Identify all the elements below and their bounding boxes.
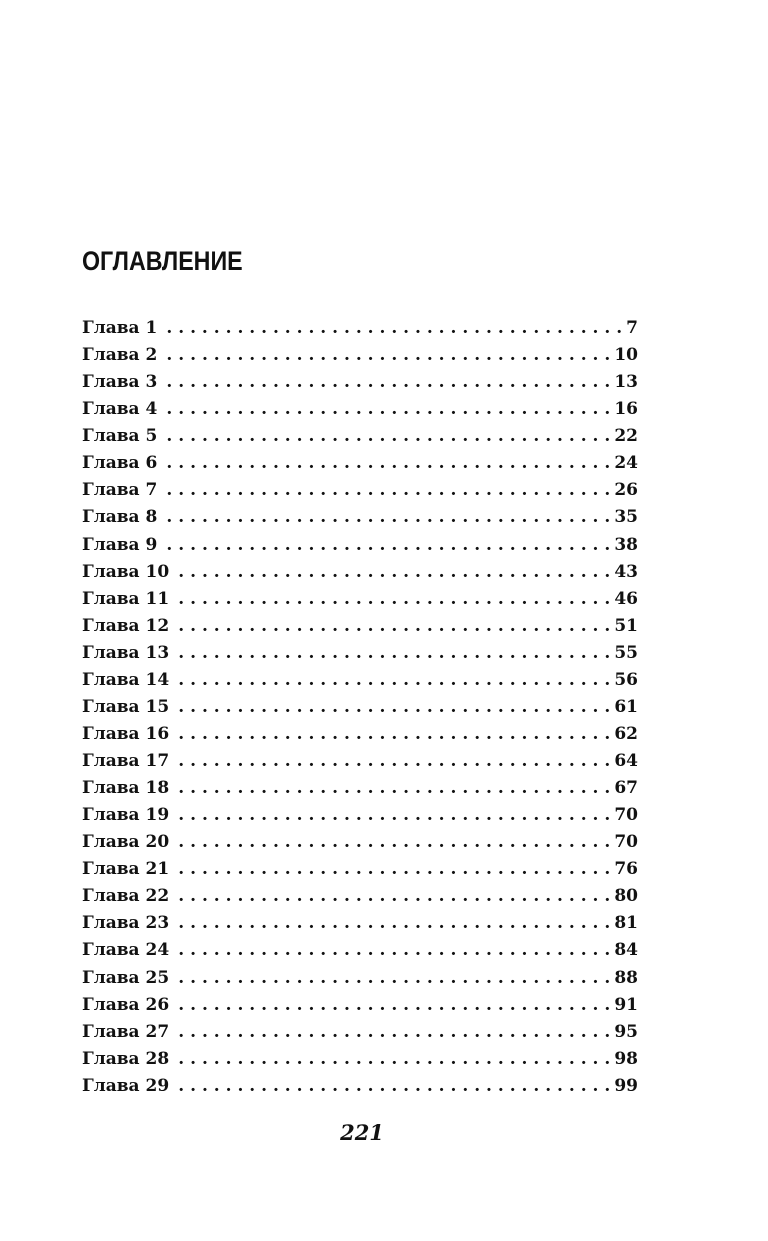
toc-entry[interactable] [82,883,638,910]
toc-entry-page: 38 [614,534,638,555]
toc-entry-page: 13 [614,372,638,393]
toc-entry-page: 81 [614,913,638,934]
dot-leader [175,694,610,721]
toc-entry[interactable] [82,450,638,477]
dot-leader [163,315,622,342]
toc-entry-page: 16 [614,399,638,420]
dot-leader [175,965,610,992]
toc-entry[interactable] [82,1046,638,1073]
toc-entry-page: 56 [614,669,638,690]
toc-entry[interactable] [82,965,638,992]
toc-entry-label: Глава 9 [82,534,158,555]
toc-entry-page: 84 [614,940,638,961]
toc-entry-page: 22 [614,426,638,447]
toc-entry[interactable] [82,992,638,1019]
toc-entry[interactable] [82,1019,638,1046]
toc-entry[interactable] [82,315,638,342]
dot-leader [175,937,610,964]
toc-entry-label: Глава 25 [82,967,170,988]
dot-leader [175,775,610,802]
toc-entry-page: 26 [614,480,638,501]
toc-entry-page: 67 [614,778,638,799]
toc-entry[interactable] [82,802,638,829]
toc-entry[interactable] [82,856,638,883]
toc-entry-label: Глава 10 [82,561,170,582]
dot-leader [175,667,610,694]
dot-leader [163,450,610,477]
toc-entry-page: 64 [614,751,638,771]
toc-entry-page: 46 [614,588,638,609]
dot-leader [175,992,610,1019]
toc-entry-page: 10 [614,345,638,366]
dot-leader [175,1046,610,1073]
table-of-contents [82,315,638,1100]
toc-entry-label: Глава 13 [82,642,170,663]
toc-entry[interactable] [82,910,638,937]
dot-leader [175,640,610,667]
dot-leader [175,613,610,640]
toc-entry-label: Глава 7 [82,480,158,501]
toc-entry-label: Глава 4 [82,399,158,420]
toc-entry[interactable] [82,721,638,748]
toc-entry-label: Глава 5 [82,426,158,447]
toc-entry-label: Глава 22 [82,886,170,907]
toc-entry-label: Глава 23 [82,913,170,934]
toc-heading: ОГЛАВЛЕНИЕ [82,246,243,276]
toc-entry-page: 35 [614,507,638,528]
toc-entry-page: 95 [614,1021,638,1042]
toc-entry[interactable] [82,829,638,856]
toc-entry[interactable] [82,640,638,667]
dot-leader [163,477,610,504]
toc-entry-label: Глава 14 [82,669,170,690]
dot-leader [163,342,610,369]
toc-entry-label: Глава 21 [82,859,170,880]
toc-entry[interactable] [82,937,638,964]
toc-entry-label: Глава 29 [82,1075,170,1096]
toc-entry-label: Глава 24 [82,940,170,961]
toc-entry-label: Глава 2 [82,345,158,366]
toc-entry-label: Глава 20 [82,832,170,853]
toc-entry-label: Глава 28 [82,1048,170,1069]
toc-entry-page: 43 [614,561,638,582]
page-number: 221 [340,1120,384,1145]
toc-entry-page: 61 [614,696,638,717]
dot-leader [175,748,610,775]
dot-leader [163,504,610,531]
dot-leader [175,559,610,586]
dot-leader [175,1073,610,1100]
toc-entry-page: 70 [614,832,638,853]
toc-entry-page: 7 [626,318,638,338]
toc-entry[interactable] [82,369,638,396]
toc-entry[interactable] [82,1073,638,1100]
dot-leader [163,369,610,396]
toc-entry-page: 76 [614,859,638,880]
dot-leader [163,532,610,559]
toc-entry-page: 80 [614,886,638,907]
toc-entry[interactable] [82,613,638,640]
toc-entry-label: Глава 15 [82,696,170,717]
toc-entry-page: 55 [614,642,638,663]
toc-entry-label: Глава 18 [82,778,170,799]
dot-leader [175,883,610,910]
toc-entry-label: Глава 16 [82,723,170,744]
toc-entry-label: Глава 17 [82,751,170,771]
toc-entry[interactable] [82,477,638,504]
toc-entry-label: Глава 8 [82,507,158,528]
toc-entry-page: 70 [614,805,638,826]
toc-entry-page: 62 [614,723,638,744]
dot-leader [175,1019,610,1046]
toc-entry[interactable] [82,559,638,586]
toc-entry-label: Глава 6 [82,453,158,474]
toc-entry[interactable] [82,775,638,802]
toc-entry[interactable] [82,396,638,423]
dot-leader [175,721,610,748]
dot-leader [175,910,610,937]
dot-leader [175,586,610,613]
toc-entry-label: Глава 11 [82,588,170,609]
toc-entry-label: Глава 12 [82,615,170,636]
toc-entry-page: 99 [614,1075,638,1096]
toc-entry[interactable] [82,748,638,775]
toc-entry[interactable] [82,586,638,613]
toc-entry[interactable] [82,342,638,369]
toc-entry[interactable] [82,532,638,559]
dot-leader [175,829,610,856]
toc-entry[interactable] [82,667,638,694]
toc-entry-page: 91 [614,994,638,1015]
dot-leader [163,396,610,423]
toc-entry-label: Глава 27 [82,1021,170,1042]
toc-entry-page: 24 [614,453,638,474]
dot-leader [175,802,610,829]
toc-entry[interactable] [82,423,638,450]
toc-entry[interactable] [82,694,638,721]
toc-entry-label: Глава 19 [82,805,170,826]
toc-entry-page: 51 [614,615,638,636]
toc-entry-page: 98 [614,1048,638,1069]
dot-leader [175,856,610,883]
toc-entry-label: Глава 1 [82,318,158,338]
toc-entry-page: 88 [614,967,638,988]
toc-entry[interactable] [82,504,638,531]
toc-entry-label: Глава 3 [82,372,158,393]
toc-entry-label: Глава 26 [82,994,170,1015]
dot-leader [163,423,610,450]
